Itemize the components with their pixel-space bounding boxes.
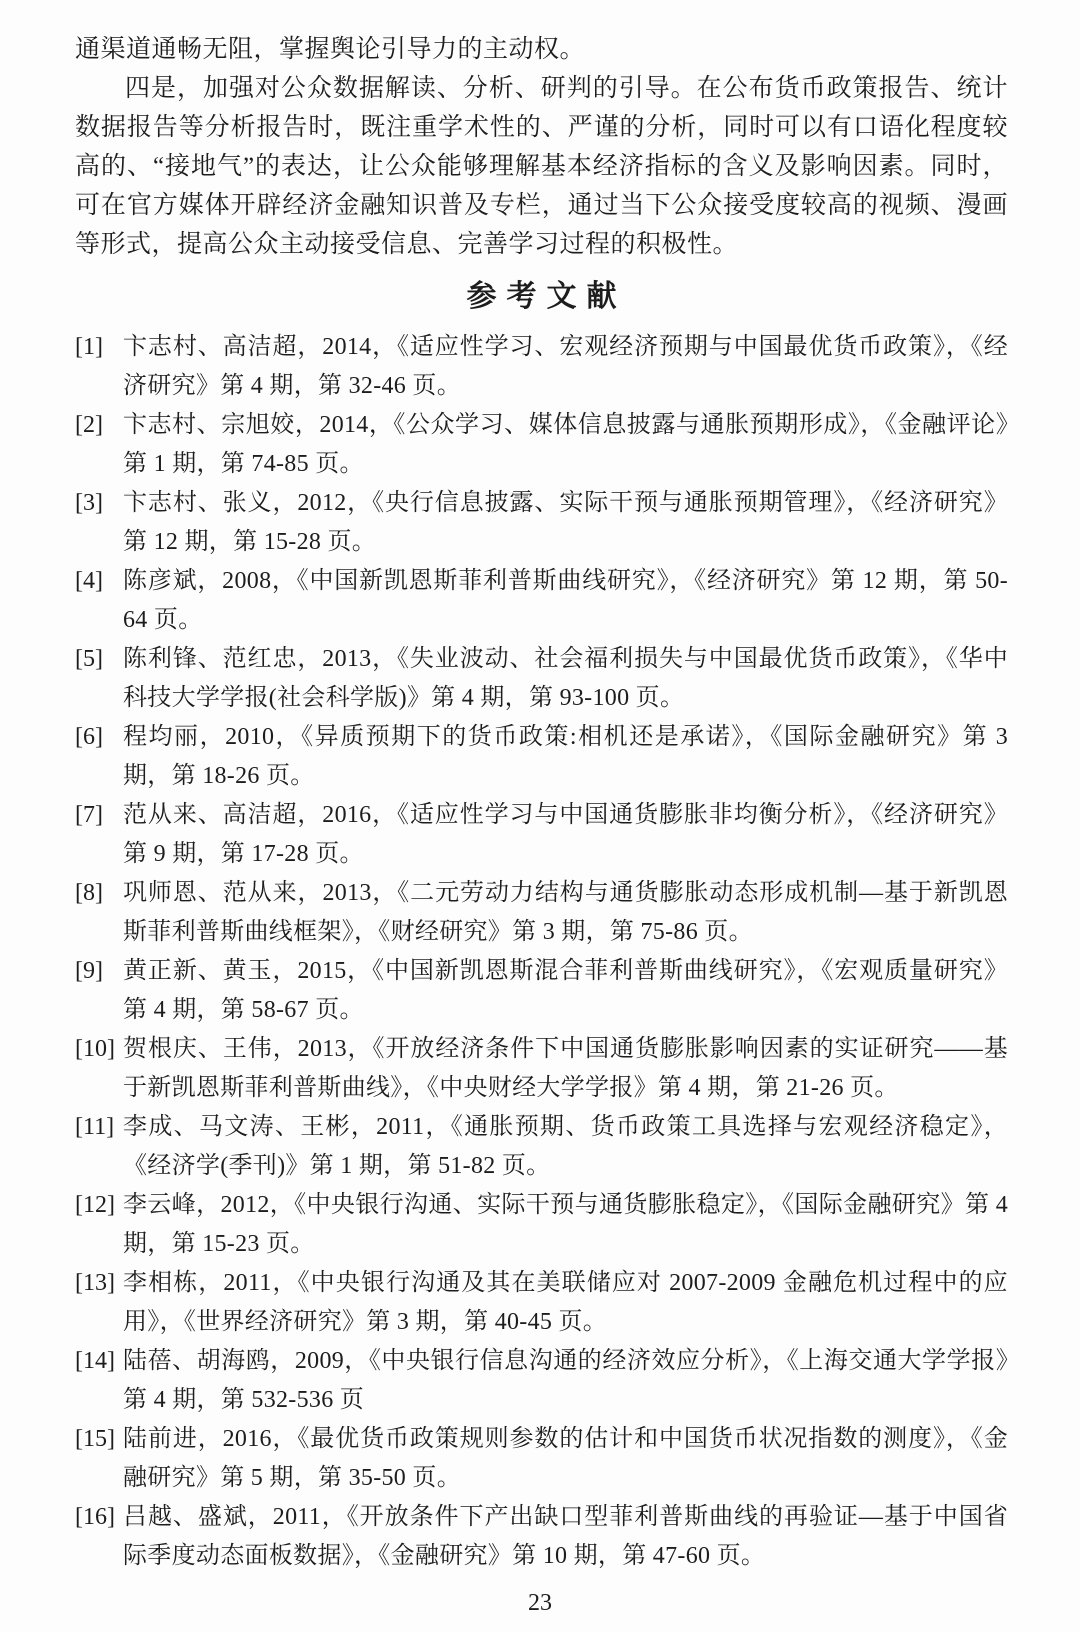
reference-number: [16] xyxy=(75,1504,115,1530)
reference-text: 贺根庆、王伟，2013，《开放经济条件下中国通货膨胀影响因素的实证研究——基于新凯恩斯菲利普斯曲线》，《中央财经大学学报》第 4 期，第 21-26 页。 xyxy=(123,1036,1008,1101)
reference-item xyxy=(75,562,1008,640)
reference-text: 陆前进，2016，《最优货币政策规则参数的估计和中国货币状况指数的测度》，《金融研究》第 5 期，第 35-50 页。 xyxy=(123,1426,1008,1491)
reference-list xyxy=(75,328,1008,1576)
reference-text: 程均丽，2010，《异质预期下的货币政策:相机还是承诺》，《国际金融研究》第 3 期，第 18-26 页。 xyxy=(123,724,1008,789)
reference-number: [14] xyxy=(75,1348,115,1374)
reference-text: 巩师恩、范从来，2013，《二元劳动力结构与通货膨胀动态形成机制—基于新凯恩斯菲利普斯曲线框架》，《财经研究》第 3 期，第 75-86 页。 xyxy=(123,880,1008,945)
reference-number: [12] xyxy=(75,1192,115,1218)
reference-item xyxy=(75,1420,1008,1498)
reference-item xyxy=(75,874,1008,952)
reference-number: [3] xyxy=(75,490,103,516)
reference-text: 陈彦斌，2008，《中国新凯恩斯菲利普斯曲线研究》，《经济研究》第 12 期，第 50-64 页。 xyxy=(123,568,1008,633)
reference-item xyxy=(75,952,1008,1030)
reference-item xyxy=(75,718,1008,796)
reference-number: [8] xyxy=(75,880,103,906)
reference-text: 陈利锋、范红忠，2013，《失业波动、社会福利损失与中国最优货币政策》，《华中科技大学学报(社会科学版)》第 4 期，第 93-100 页。 xyxy=(123,646,1008,711)
reference-item xyxy=(75,328,1008,406)
reference-number: [10] xyxy=(75,1036,115,1062)
reference-text: 陆蓓、胡海鸥，2009，《中央银行信息沟通的经济效应分析》，《上海交通大学学报》第 4 期，第 532-536 页 xyxy=(123,1348,1008,1413)
reference-item xyxy=(75,796,1008,874)
reference-number: [9] xyxy=(75,958,103,984)
reference-text: 黄正新、黄玉，2015，《中国新凯恩斯混合菲利普斯曲线研究》，《宏观质量研究》第 4 期，第 58-67 页。 xyxy=(123,958,1008,1023)
reference-item xyxy=(75,1498,1008,1576)
reference-text: 卞志村、高洁超，2014，《适应性学习、宏观经济预期与中国最优货币政策》，《经济研究》第 4 期，第 32-46 页。 xyxy=(123,334,1008,399)
reference-text: 范从来、高洁超，2016，《适应性学习与中国通货膨胀非均衡分析》，《经济研究》第 9 期，第 17-28 页。 xyxy=(123,802,1008,867)
reference-number: [15] xyxy=(75,1426,115,1452)
reference-text: 卞志村、张义，2012，《央行信息披露、实际干预与通胀预期管理》，《经济研究》第 12 期，第 15-28 页。 xyxy=(123,490,1008,555)
page-number: 23 xyxy=(528,1590,552,1616)
reference-item xyxy=(75,1342,1008,1420)
reference-item xyxy=(75,1030,1008,1108)
reference-item xyxy=(75,640,1008,718)
reference-number: [1] xyxy=(75,334,103,360)
reference-number: [5] xyxy=(75,646,103,672)
body-text xyxy=(75,30,1008,264)
reference-number: [11] xyxy=(75,1114,115,1140)
body-paragraph: 四是，加强对公众数据解读、分析、研判的引导。在公布货币政策报告、统计数据报告等分析报告时，既注重学术性的、严谨的分析，同时可以有口语化程度较高的、“接地气”的表达，让公众能够理解基本经济指标的含义及影响因素。同时，可在官方媒体开辟经济金融知识普及专栏，通过当下公众接受度较高的视频、漫画等形式，提高公众主动接受信息、完善学习过程的积极性。 xyxy=(75,75,1008,258)
reference-item xyxy=(75,1186,1008,1264)
reference-item xyxy=(75,1108,1008,1186)
reference-item xyxy=(75,484,1008,562)
reference-text: 李云峰，2012，《中央银行沟通、实际干预与通货膨胀稳定》，《国际金融研究》第 4 期，第 15-23 页。 xyxy=(123,1192,1008,1257)
reference-number: [2] xyxy=(75,412,103,438)
reference-number: [13] xyxy=(75,1270,115,1296)
reference-text: 李成、马文涛、王彬，2011，《通胀预期、货币政策工具选择与宏观经济稳定》，《经济学(季刊)》第 1 期，第 51-82 页。 xyxy=(123,1114,1008,1179)
reference-text: 卞志村、宗旭姣，2014，《公众学习、媒体信息披露与通胀预期形成》，《金融评论》第 1 期，第 74-85 页。 xyxy=(123,412,1008,477)
reference-text: 吕越、盛斌，2011，《开放条件下产出缺口型菲利普斯曲线的再验证—基于中国省际季度动态面板数据》，《金融研究》第 10 期，第 47-60 页。 xyxy=(123,1504,1008,1569)
reference-number: [6] xyxy=(75,724,103,750)
reference-number: [7] xyxy=(75,802,103,828)
reference-item xyxy=(75,406,1008,484)
reference-item xyxy=(75,1264,1008,1342)
reference-number: [4] xyxy=(75,568,103,594)
references-heading: 参考文献 xyxy=(466,280,627,313)
reference-text: 李相栋，2011，《中央银行沟通及其在美联储应对 2007-2009 金融危机过程中的应用》，《世界经济研究》第 3 期，第 40-45 页。 xyxy=(123,1270,1008,1335)
body-paragraph-continuation: 通渠道通畅无阻，掌握舆论引导力的主动权。 xyxy=(75,36,586,63)
